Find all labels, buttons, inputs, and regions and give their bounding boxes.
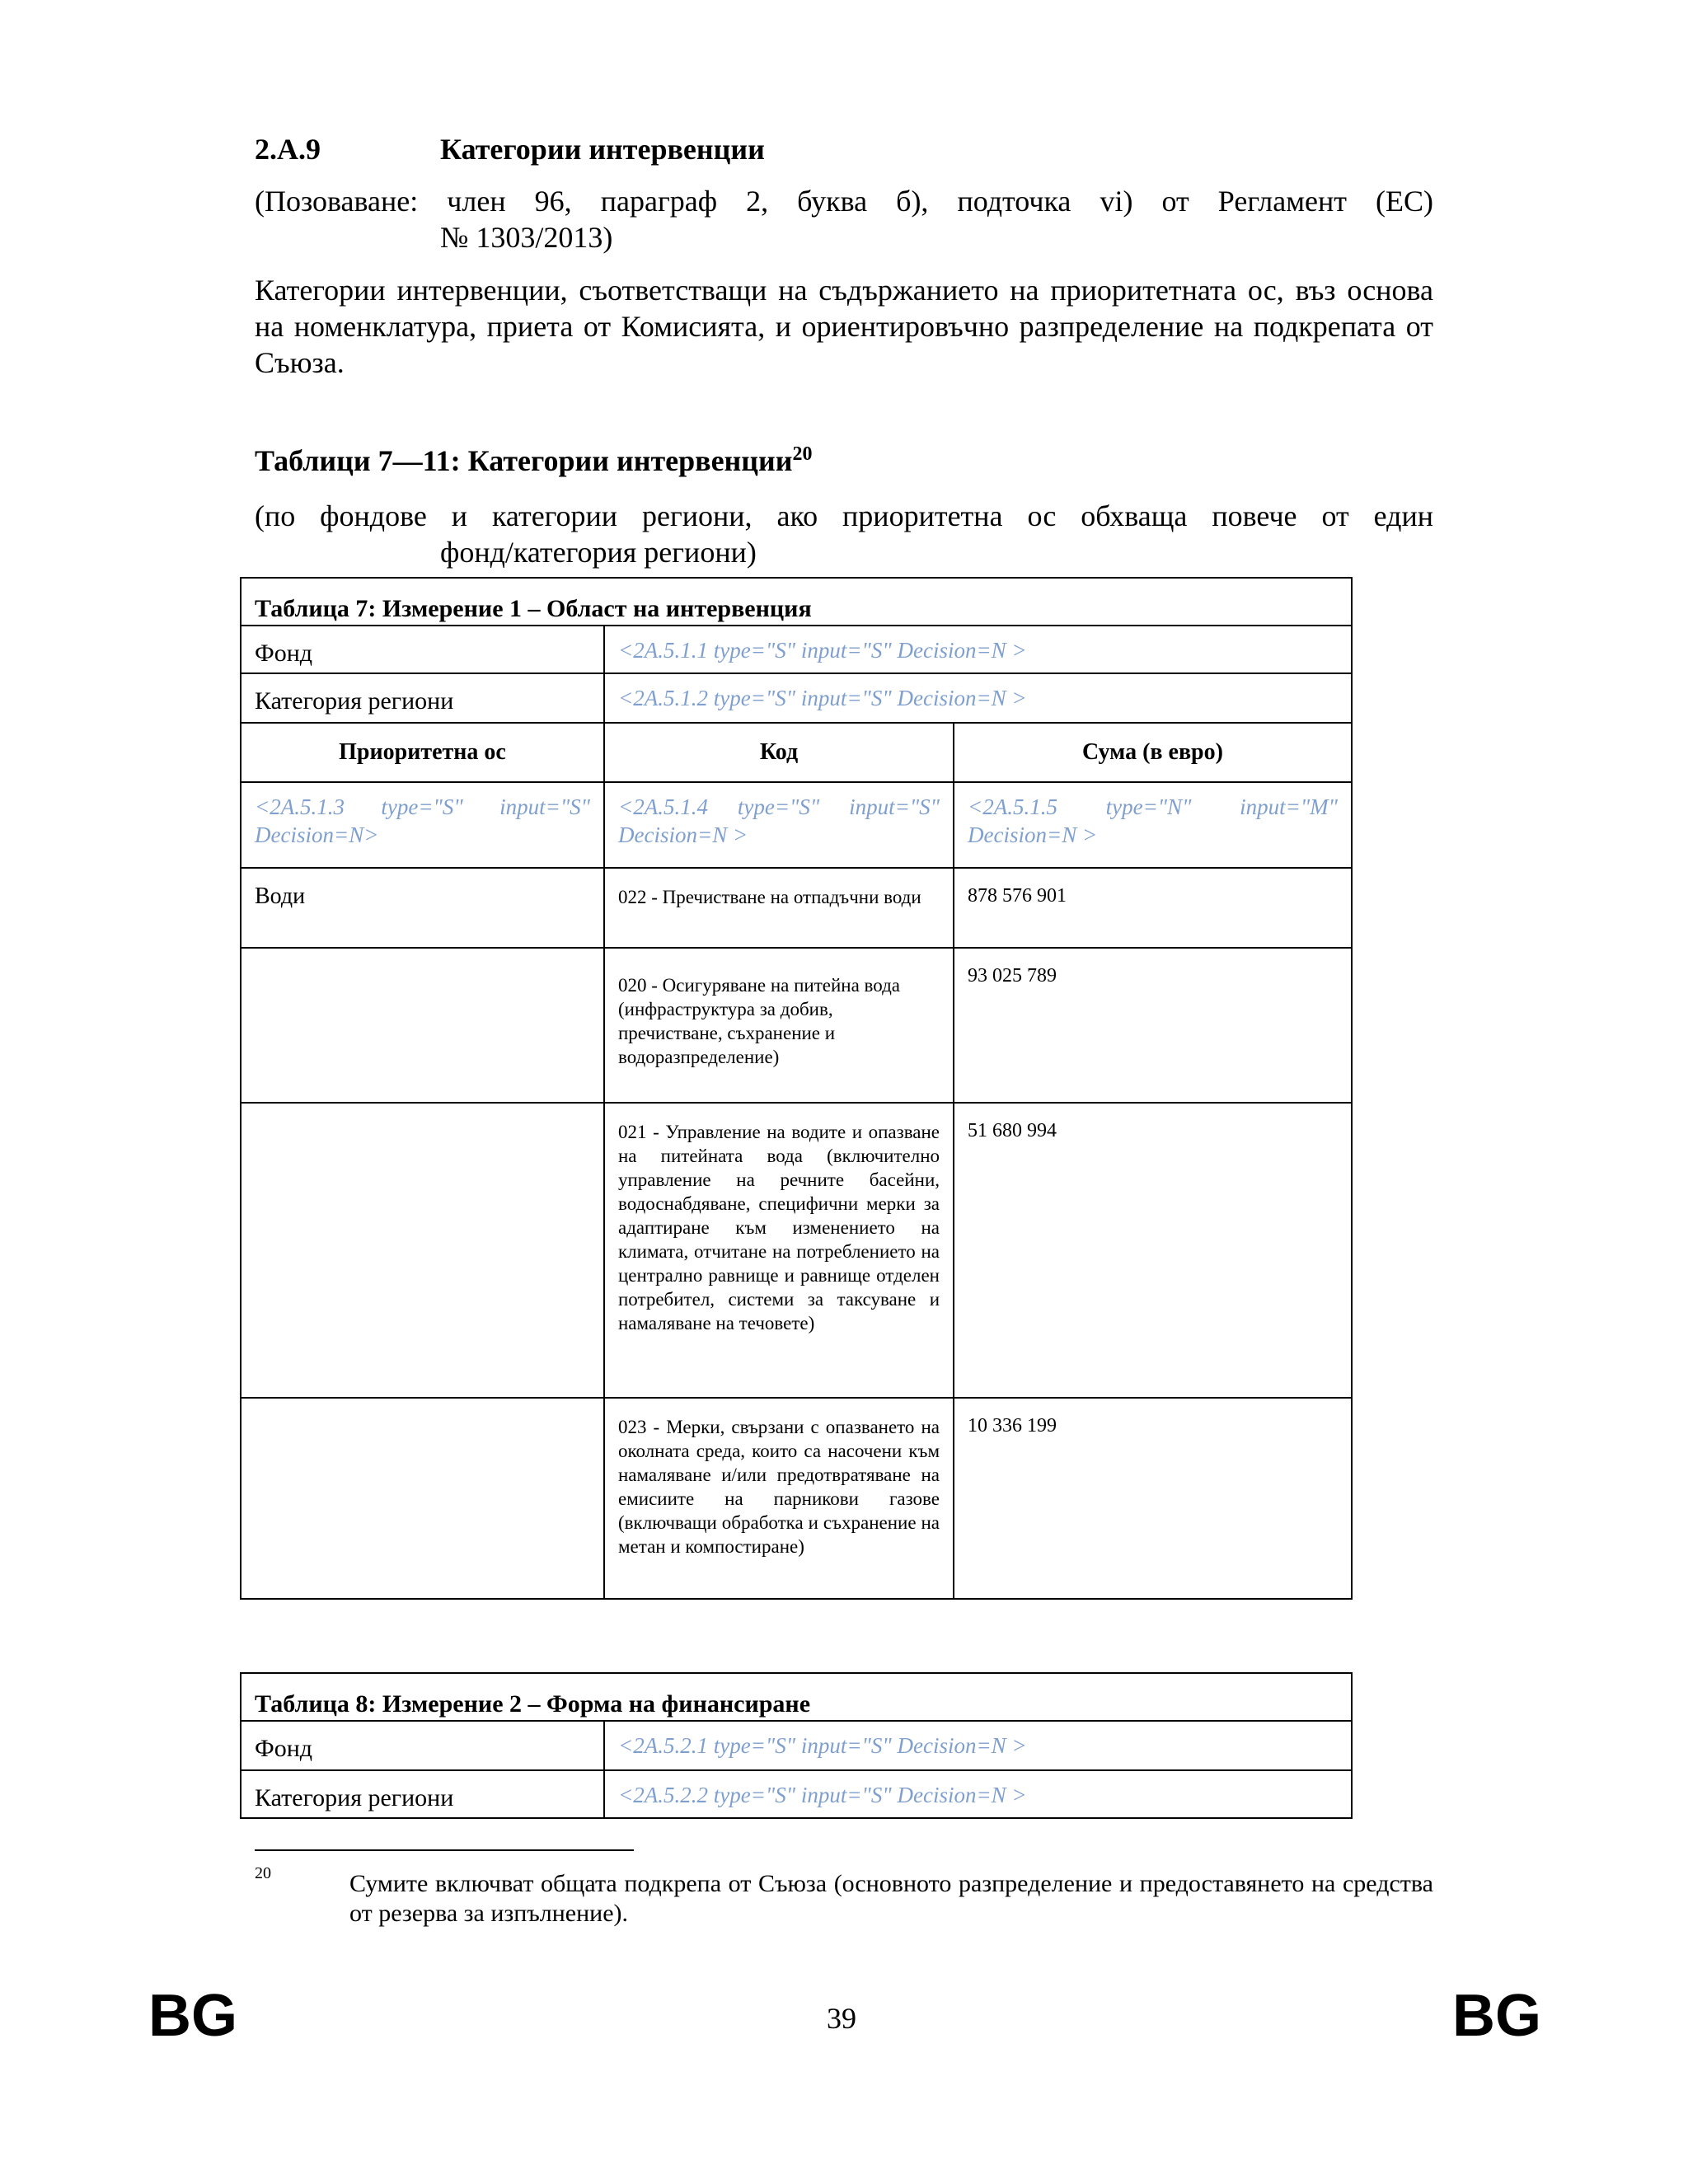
tables-note: (по фондове и категории региони, ако приоритетна ос обхваща повече от един bbox=[255, 499, 1433, 532]
template-line: <2A.5.1.3 type="S" input="S" bbox=[255, 794, 590, 819]
regulation-reference: (Позоваване: член 96, параграф 2, буква б), подточка vi) от Регламент (ЕС) bbox=[255, 185, 1433, 218]
tables-heading bbox=[255, 443, 813, 478]
table-row bbox=[241, 1398, 1352, 1599]
footnote-reference[interactable]: 20 bbox=[792, 443, 813, 465]
priority-axis-cell bbox=[241, 948, 604, 1103]
amount-cell: 10 336 199 bbox=[954, 1398, 1352, 1599]
fund-label: Фонд bbox=[241, 1721, 604, 1770]
amount-template-field[interactable] bbox=[954, 782, 1352, 868]
table-7 bbox=[240, 577, 1353, 1600]
footnote-text: Сумите включват общата подкрепа от Съюза (основното разпределение и предоставянето на средства от резерва за изпълнение). bbox=[349, 1870, 1433, 1927]
footnote-number: 20 bbox=[255, 1864, 271, 1882]
region-category-label: Категория региони bbox=[241, 673, 604, 723]
region-category-label: Категория региони bbox=[241, 1770, 604, 1818]
amount-cell: 51 680 994 bbox=[954, 1103, 1352, 1398]
page-number: 39 bbox=[827, 2002, 856, 2035]
priority-axis-cell bbox=[241, 1398, 604, 1599]
language-mark-left: BG bbox=[148, 1983, 237, 2049]
priority-axis-cell bbox=[241, 1103, 604, 1398]
table-8 bbox=[240, 1672, 1353, 1819]
template-line: <2A.5.1.4 type="S" input="S" bbox=[618, 794, 940, 819]
table-row bbox=[241, 948, 1352, 1103]
intro-paragraph: Категории интервенции, съответстващи на съдържанието на приоритетната ос, въз основа на номенклатура, приета от Комисията, и ориентировъчно разпределение на подкрепата от Съюза. bbox=[255, 274, 1433, 379]
table-7-caption: Таблица 7: Измерение 1 – Област на интервенция bbox=[241, 578, 1352, 626]
table-row bbox=[241, 1103, 1352, 1398]
amount-cell: 93 025 789 bbox=[954, 948, 1352, 1103]
fund-label: Фонд bbox=[241, 626, 604, 673]
section-title: Категории интервенции bbox=[440, 133, 765, 166]
header-priority-axis: Приоритетна ос bbox=[241, 723, 604, 782]
amount-cell: 878 576 901 bbox=[954, 868, 1352, 948]
fund-template-field[interactable]: <2A.5.2.1 type="S" input="S" Decision=N > bbox=[604, 1721, 1352, 1770]
priority-axis-template-field[interactable] bbox=[241, 782, 604, 868]
code-cell: 023 - Мерки, свързани с опазването на околната среда, които са насочени към намаляване и/или предотвратяване на емисиите на парникови газове (включващи обработка и съхранение на метан и компостиране) bbox=[604, 1398, 954, 1599]
fund-template-field[interactable]: <2A.5.1.1 type="S" input="S" Decision=N > bbox=[604, 626, 1352, 673]
table-row bbox=[241, 868, 1352, 948]
tables-note-cont: фонд/категория региони) bbox=[440, 536, 757, 569]
template-line: <2A.5.1.5 type="N" input="M" bbox=[968, 794, 1338, 819]
section-number: 2.A.9 bbox=[255, 133, 321, 166]
footnote-separator bbox=[255, 1849, 634, 1851]
table-8-caption: Таблица 8: Измерение 2 – Форма на финансиране bbox=[241, 1673, 1352, 1721]
region-category-template-field[interactable]: <2A.5.1.2 type="S" input="S" Decision=N > bbox=[604, 673, 1352, 723]
priority-axis-cell: Води bbox=[241, 868, 604, 948]
code-cell: 020 - Осигуряване на питейна вода (инфраструктура за добив, пречистване, съхранение и водоразпределение) bbox=[604, 948, 954, 1103]
template-line: Decision=N > bbox=[968, 823, 1098, 847]
tables-heading-text: Таблици 7—11: Категории интервенции bbox=[255, 444, 793, 477]
template-line: Decision=N> bbox=[255, 823, 379, 847]
code-cell: 022 - Пречистване на отпадъчни води bbox=[604, 868, 954, 948]
template-line: Decision=N > bbox=[618, 823, 748, 847]
regulation-reference-cont: № 1303/2013) bbox=[440, 221, 613, 254]
region-category-template-field[interactable]: <2A.5.2.2 type="S" input="S" Decision=N > bbox=[604, 1770, 1352, 1818]
code-cell: 021 - Управление на водите и опазване на питейната вода (включително управление на речните басейни, водоснабдяване, специфични мерки за адаптиране към изменението на климата, отчитане на потреблението на централно равнище и равнище отделен потребител, системи за таксуване и намаляване на течовете) bbox=[604, 1103, 954, 1398]
header-code: Код bbox=[604, 723, 954, 782]
header-amount: Сума (в евро) bbox=[954, 723, 1352, 782]
code-template-field[interactable] bbox=[604, 782, 954, 868]
language-mark-right: BG bbox=[1452, 1983, 1541, 2049]
